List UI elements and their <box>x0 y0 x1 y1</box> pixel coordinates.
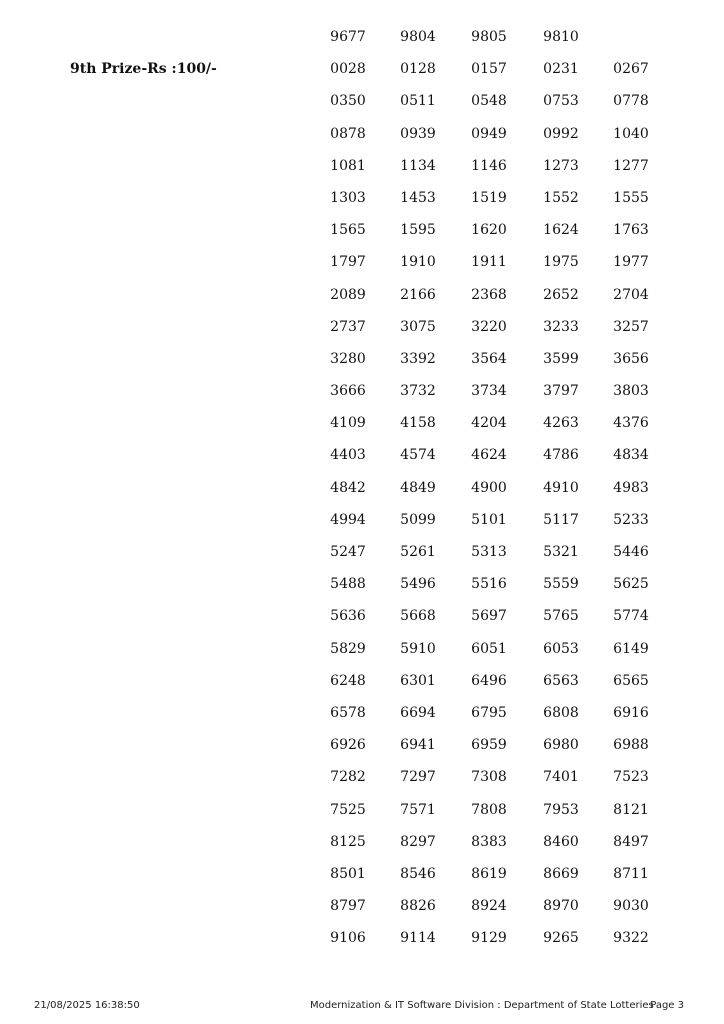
winning-number: 0548 <box>471 93 507 110</box>
number-row <box>318 928 678 960</box>
footer-organization: Modernization & IT Software Division : Department of State Lotteries <box>310 1000 654 1011</box>
winning-number: 3220 <box>471 318 507 335</box>
winning-number: 8924 <box>471 898 507 915</box>
winning-number: 8797 <box>330 898 366 915</box>
winning-number: 4574 <box>400 447 436 464</box>
number-row <box>318 639 678 671</box>
winning-number: 8546 <box>400 865 436 882</box>
winning-number: 9677 <box>330 29 366 45</box>
winning-number: 7571 <box>400 801 436 818</box>
winning-number: 1565 <box>330 222 366 239</box>
winning-number: 9810 <box>543 29 579 45</box>
number-row <box>318 59 678 91</box>
winning-number: 6694 <box>400 704 436 721</box>
winning-number: 5233 <box>613 511 649 528</box>
number-row <box>318 896 678 928</box>
winning-number: 1552 <box>543 189 579 206</box>
winning-number: 3732 <box>400 383 436 400</box>
winning-number: 5117 <box>543 511 579 528</box>
winning-number: 0267 <box>613 61 649 78</box>
number-row <box>318 349 678 381</box>
winning-number: 1977 <box>613 254 649 271</box>
winning-number: 4983 <box>613 479 649 496</box>
number-row <box>318 542 678 574</box>
winning-number: 5261 <box>400 544 436 560</box>
winning-number: 1595 <box>400 222 436 239</box>
winning-number: 8501 <box>330 865 366 882</box>
winning-number: 8460 <box>543 833 579 850</box>
footer-page-number: Page 3 <box>650 1000 684 1011</box>
number-row <box>318 445 678 477</box>
winning-number: 4109 <box>330 415 366 432</box>
number-row <box>318 478 678 510</box>
winning-number: 6795 <box>471 704 507 721</box>
footer-timestamp: 21/08/2025 16:38:50 <box>34 1000 140 1011</box>
number-row <box>318 574 678 606</box>
winning-number: 7308 <box>471 769 507 786</box>
number-row <box>318 767 678 799</box>
winning-number: 5765 <box>543 608 579 625</box>
winning-number: 5313 <box>471 544 507 560</box>
winning-number: 0753 <box>543 93 579 110</box>
winning-number: 1624 <box>543 222 579 239</box>
winning-number: 7953 <box>543 801 579 818</box>
winning-number: 2089 <box>330 286 366 303</box>
winning-numbers-grid <box>318 27 678 960</box>
winning-number: 3075 <box>400 318 436 335</box>
winning-number: 5636 <box>330 608 366 625</box>
number-row <box>318 124 678 156</box>
prize-heading: 9th Prize-Rs :100/- <box>70 61 217 77</box>
winning-number: 7401 <box>543 769 579 786</box>
winning-number: 1134 <box>400 157 436 174</box>
winning-number: 6941 <box>400 737 436 754</box>
number-row <box>318 703 678 735</box>
winning-number: 1975 <box>543 254 579 271</box>
number-row <box>318 413 678 445</box>
winning-number: 4842 <box>330 479 366 496</box>
winning-number: 6051 <box>471 640 507 657</box>
number-row <box>318 832 678 864</box>
number-row <box>318 735 678 767</box>
winning-number: 4158 <box>400 415 436 432</box>
winning-number: 3392 <box>400 350 436 367</box>
winning-number: 1453 <box>400 189 436 206</box>
winning-number: 0028 <box>330 61 366 78</box>
winning-number: 3280 <box>330 350 366 367</box>
winning-number: 3803 <box>613 383 649 400</box>
winning-number: 8669 <box>543 865 579 882</box>
winning-number: 9106 <box>330 930 366 947</box>
winning-number: 9322 <box>613 930 649 947</box>
winning-number: 6565 <box>613 672 649 689</box>
winning-number: 7297 <box>400 769 436 786</box>
winning-number: 3797 <box>543 383 579 400</box>
winning-number: 5697 <box>471 608 507 625</box>
winning-number: 6926 <box>330 737 366 754</box>
winning-number: 8497 <box>613 833 649 850</box>
winning-number: 5321 <box>543 544 579 560</box>
winning-number: 1910 <box>400 254 436 271</box>
number-row <box>318 285 678 317</box>
winning-number: 0939 <box>400 125 436 142</box>
winning-number: 6916 <box>613 704 649 721</box>
winning-number: 8826 <box>400 898 436 915</box>
winning-number: 0949 <box>471 125 507 142</box>
winning-number: 0992 <box>543 125 579 142</box>
winning-number: 5668 <box>400 608 436 625</box>
winning-number: 1273 <box>543 157 579 174</box>
number-row <box>318 671 678 703</box>
winning-number: 2704 <box>613 286 649 303</box>
winning-number: 9030 <box>613 898 649 915</box>
winning-number: 9114 <box>400 930 436 947</box>
winning-number: 2166 <box>400 286 436 303</box>
winning-number: 3599 <box>543 350 579 367</box>
winning-number: 1303 <box>330 189 366 206</box>
winning-number: 2652 <box>543 286 579 303</box>
winning-number: 6578 <box>330 704 366 721</box>
winning-number: 6301 <box>400 672 436 689</box>
winning-number: 3257 <box>613 318 649 335</box>
number-row <box>318 91 678 123</box>
winning-number: 1040 <box>613 125 649 142</box>
winning-number: 6980 <box>543 737 579 754</box>
winning-number: 1277 <box>613 157 649 174</box>
winning-number: 6149 <box>613 640 649 657</box>
winning-number: 5101 <box>471 511 507 528</box>
winning-number: 8383 <box>471 833 507 850</box>
winning-number: 9804 <box>400 29 436 45</box>
winning-number: 8125 <box>330 833 366 850</box>
winning-number: 3564 <box>471 350 507 367</box>
winning-number: 3233 <box>543 318 579 335</box>
winning-number: 7282 <box>330 769 366 786</box>
winning-number: 9805 <box>471 29 507 45</box>
winning-number: 4849 <box>400 479 436 496</box>
winning-number: 1620 <box>471 222 507 239</box>
number-row <box>318 156 678 188</box>
page-footer <box>0 998 724 1014</box>
winning-number: 1763 <box>613 222 649 239</box>
winning-number: 6988 <box>613 737 649 754</box>
winning-number: 1081 <box>330 157 366 174</box>
winning-number: 1911 <box>471 254 507 271</box>
number-row <box>318 220 678 252</box>
winning-number: 6808 <box>543 704 579 721</box>
winning-number: 0157 <box>471 61 507 78</box>
winning-number: 4204 <box>471 415 507 432</box>
number-row <box>318 606 678 638</box>
winning-number: 9129 <box>471 930 507 947</box>
winning-number: 2368 <box>471 286 507 303</box>
winning-number: 5559 <box>543 576 579 593</box>
winning-number: 6496 <box>471 672 507 689</box>
winning-number: 1555 <box>613 189 649 206</box>
winning-number: 3734 <box>471 383 507 400</box>
winning-number: 4403 <box>330 447 366 464</box>
winning-number: 5625 <box>613 576 649 593</box>
winning-number: 6248 <box>330 672 366 689</box>
number-row <box>318 27 678 59</box>
winning-number: 0878 <box>330 125 366 142</box>
winning-number: 9265 <box>543 930 579 947</box>
winning-number: 8297 <box>400 833 436 850</box>
winning-number: 5446 <box>613 544 649 560</box>
winning-number: 4994 <box>330 511 366 528</box>
winning-number: 5099 <box>400 511 436 528</box>
winning-number: 4376 <box>613 415 649 432</box>
winning-number: 3666 <box>330 383 366 400</box>
winning-number: 5516 <box>471 576 507 593</box>
winning-number: 1146 <box>471 157 507 174</box>
number-row <box>318 381 678 413</box>
winning-number: 4900 <box>471 479 507 496</box>
number-row <box>318 188 678 220</box>
winning-number: 4624 <box>471 447 507 464</box>
winning-number: 4786 <box>543 447 579 464</box>
winning-number: 3656 <box>613 350 649 367</box>
winning-number: 8619 <box>471 865 507 882</box>
winning-number: 8970 <box>543 898 579 915</box>
number-row <box>318 864 678 896</box>
winning-number: 7523 <box>613 769 649 786</box>
winning-number: 5774 <box>613 608 649 625</box>
winning-number: 5488 <box>330 576 366 593</box>
winning-number: 1519 <box>471 189 507 206</box>
winning-number: 0128 <box>400 61 436 78</box>
number-row <box>318 317 678 349</box>
winning-number: 4834 <box>613 447 649 464</box>
winning-number: 6563 <box>543 672 579 689</box>
winning-number: 8121 <box>613 801 649 818</box>
winning-number: 6959 <box>471 737 507 754</box>
winning-number: 0778 <box>613 93 649 110</box>
winning-number: 6053 <box>543 640 579 657</box>
number-row <box>318 800 678 832</box>
number-row <box>318 252 678 284</box>
winning-number: 0511 <box>400 93 436 110</box>
winning-number: 7525 <box>330 801 366 818</box>
winning-number: 5910 <box>400 640 436 657</box>
winning-number: 5496 <box>400 576 436 593</box>
winning-number: 8711 <box>613 865 649 882</box>
winning-number: 1797 <box>330 254 366 271</box>
winning-number: 0350 <box>330 93 366 110</box>
winning-number: 5829 <box>330 640 366 657</box>
winning-number: 4263 <box>543 415 579 432</box>
winning-number: 2737 <box>330 318 366 335</box>
number-row <box>318 510 678 542</box>
winning-number: 5247 <box>330 544 366 560</box>
winning-number: 4910 <box>543 479 579 496</box>
winning-number: 0231 <box>543 61 579 78</box>
winning-number: 7808 <box>471 801 507 818</box>
